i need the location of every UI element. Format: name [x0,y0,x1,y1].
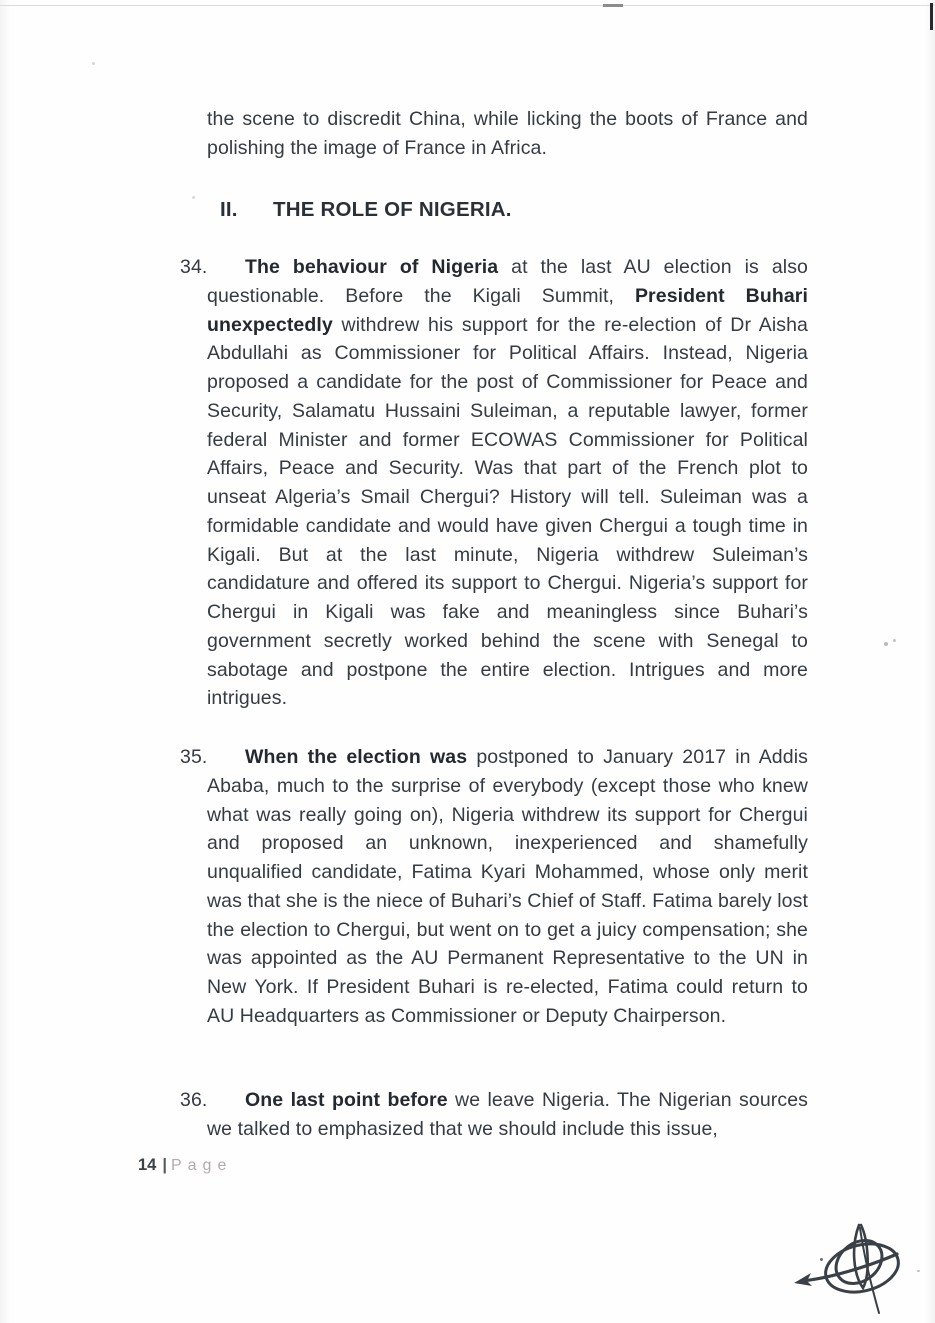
paragraph-text: When the election was postponed to January 2017 in Addis Ababa, much to the surprise of everybody (except those who knew what was really going on), Nigeria withdrew its support for Chergui and proposed an unknown, inexperienced and shamefully unqualified candidate, Fatima Kyari Mohammed, whose only merit was that she is the niece of Buhari’s Chief of Staff. Fatima barely lost the election to Chergui, but went on to get a juicy compensation; she was appointed as the AU Permanent Representative to the UN in New York. If President Buhari is re-elected, Fatima could return to AU Headquarters as Commissioner or Deputy Chairperson. [207,746,808,1027]
section-title: THE ROLE OF NIGERIA. [273,198,512,221]
paragraph-number: 35. [180,746,208,768]
paragraph-35 [180,743,808,1031]
page-footer [138,1156,232,1175]
scan-speck [92,62,95,65]
paragraph-text: One last point before we leave Nigeria. The Nigerian sources we talked to emphasized that we should include this issue, [207,1089,808,1140]
footer-separator: | [162,1156,167,1174]
continued-paragraph: the scene to discredit China, while licking the boots of France and polishing the image of France in Africa. [207,108,808,159]
footer-label: Page [170,1157,233,1174]
section-numeral: II. [220,198,238,221]
scan-speck [884,642,888,646]
page-number: 14 [138,1156,157,1174]
signature-scribble [780,1218,910,1318]
paragraph-34 [180,253,809,713]
scan-artifact-corner-tick [930,3,933,30]
scan-speck [917,1270,920,1272]
scan-artifact-dash [603,4,623,7]
paragraph-number: 34. [180,256,208,278]
paragraph-number: 36. [180,1089,208,1111]
paragraph-text: The behaviour of Nigeria at the last AU election is also questionable. Before the Kigali Summit, President Buhari unexpectedly withdrew his support for the re-election of Dr Aisha Abdullahi as Commissioner for Political Affairs. Instead, Nigeria proposed a candidate for the post of Commissioner for Peace and Security, Salamatu Hussaini Suleiman, a reputable lawyer, former federal Minister and former ECOWAS Commissioner for Political Affairs, Peace and Security. Was that part of the French plot to unseat Algeria’s Smail Chergui? History will tell. Suleiman was a formidable candidate and would have given Chergui a tough time in Kigali. But at the last minute, Nigeria withdrew Suleiman’s candidature and offered its support to Chergui. Nigeria’s support for Chergui in Kigali was fake and meaningless since Buhari’s government secretly worked behind the scene with Senegal to sabotage and postpone the entire election. Intrigues and more intrigues. [207,256,809,710]
scan-speck [192,196,195,199]
scan-edge-line [0,5,935,6]
section-heading [220,198,512,222]
paragraph-36 [180,1086,808,1144]
scan-speck [893,639,896,642]
